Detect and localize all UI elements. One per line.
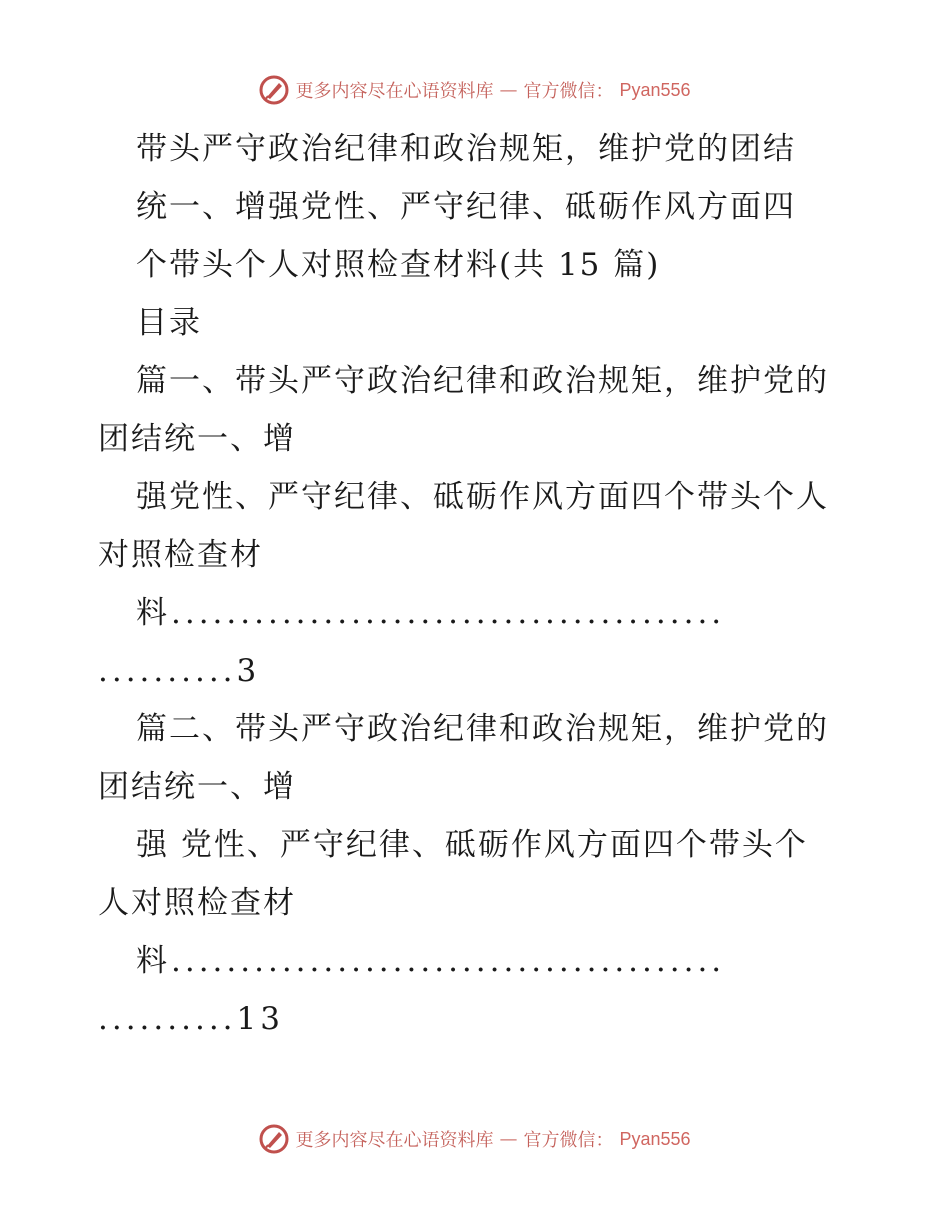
watermark-wechat-label: 官方微信： [523, 81, 614, 102]
title-line-3: 个带头个人对照检查材料(共 15 篇) [136, 247, 661, 283]
toc-entry-2-last-word: 料 [136, 943, 171, 979]
document-body [98, 120, 858, 1048]
toc-entry-2-line-3: 强 党性、严守纪律、砥砺作风方面四个带头个 [136, 827, 808, 863]
watermark-separator: — [499, 79, 518, 101]
toc-entry-1-page-row [98, 642, 858, 700]
toc-entry-2-line-1: 篇二、带头严守政治纪律和政治规矩，维护党的 [136, 711, 829, 747]
toc-entry-2-line-2: 团结统一、增 [98, 769, 296, 805]
watermark-wechat-id: Pyan556 [619, 79, 691, 100]
toc-entry-2-page-row [98, 990, 858, 1048]
quill-logo-icon [259, 1124, 289, 1154]
toc-entry-2[interactable] [98, 700, 858, 1048]
footer-watermark [0, 1121, 950, 1157]
toc-entry-1[interactable] [98, 352, 858, 700]
toc-entry-1-line-3: 强党性、严守纪律、砥砺作风方面四个带头个人 [136, 479, 829, 515]
toc-entry-1-last-word: 料 [136, 595, 171, 631]
title-line-1: 带头严守政治纪律和政治规矩，维护党的团结 [136, 131, 796, 167]
quill-logo-icon [259, 75, 289, 105]
toc-entry-2-dots: ........................................ [171, 943, 726, 979]
toc-entry-1-line-2: 团结统一、增 [98, 421, 296, 457]
toc-entry-1-line-1: 篇一、带头严守政治纪律和政治规矩，维护党的 [136, 363, 829, 399]
toc-entry-2-page-number: 13 [236, 1001, 284, 1037]
watermark-separator: — [499, 1128, 518, 1150]
toc-entry-1-page-number: 3 [236, 653, 261, 689]
watermark-text: 更多内容尽在心语资料库 [295, 81, 494, 102]
toc-entry-1-line-4: 对照检查材 [98, 537, 263, 573]
toc-entry-1-dots: ........................................ [171, 595, 726, 631]
toc-entry-2-dots-2: .......... [98, 1001, 237, 1037]
header-watermark [0, 72, 950, 108]
watermark-wechat-id: Pyan556 [619, 1128, 691, 1149]
watermark-wechat-label: 官方微信： [523, 1130, 614, 1151]
watermark-text: 更多内容尽在心语资料库 [295, 1130, 494, 1151]
toc-entry-1-leader-row [98, 584, 858, 642]
toc-entry-2-line-4: 人对照检查材 [98, 885, 296, 921]
toc-heading: 目录 [136, 305, 202, 341]
toc-entry-1-dots-2: .......... [98, 653, 237, 689]
toc-entry-2-leader-row [98, 932, 858, 990]
title-line-2: 统一、增强党性、严守纪律、砥砺作风方面四 [136, 189, 796, 225]
